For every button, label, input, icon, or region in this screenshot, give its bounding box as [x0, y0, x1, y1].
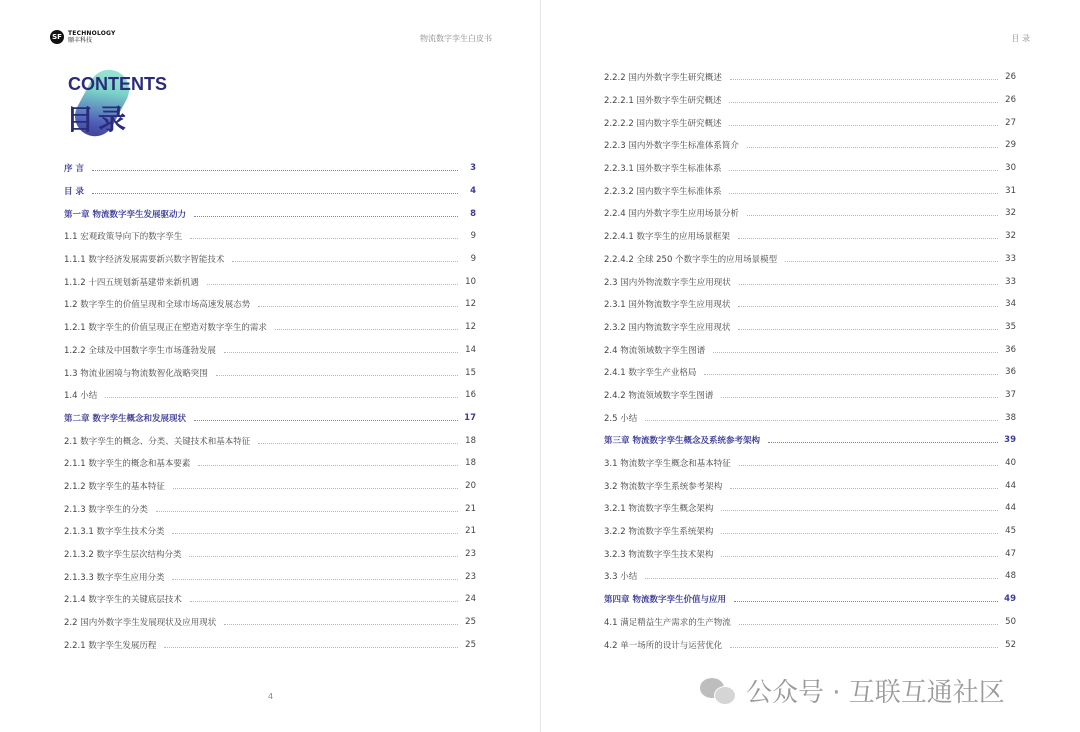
toc-leader-dots	[747, 214, 998, 216]
toc-entry[interactable]	[604, 293, 1016, 316]
toc-entry-page: 32	[1005, 208, 1016, 219]
toc-entry-page: 37	[1005, 389, 1016, 400]
toc-entry-page: 14	[465, 344, 476, 355]
toc-entry[interactable]	[64, 543, 476, 566]
toc-entry[interactable]	[64, 361, 476, 384]
toc-chapter-entry[interactable]	[64, 407, 476, 430]
toc-entry-label: 2.2.3.1 国外数字孪生标准体系	[604, 164, 722, 175]
toc-chapter-entry[interactable]	[64, 180, 476, 203]
toc-entry-page: 23	[465, 549, 476, 560]
toc-leader-dots	[730, 78, 998, 80]
toc-entry-page: 36	[1005, 367, 1016, 378]
toc-entry-page: 50	[1005, 616, 1016, 627]
toc-entry-page: 25	[465, 617, 476, 628]
toc-entry[interactable]	[604, 338, 1016, 361]
toc-leader-dots	[721, 555, 998, 557]
toc-entry[interactable]	[604, 542, 1016, 565]
toc-entry[interactable]	[604, 270, 1016, 293]
toc-entry-page: 32	[1005, 231, 1016, 242]
toc-entry[interactable]	[604, 157, 1016, 180]
toc-leader-dots	[729, 101, 998, 103]
toc-entry-page: 20	[465, 480, 476, 491]
toc-entry[interactable]	[604, 611, 1016, 634]
toc-entry-page: 52	[1005, 639, 1016, 650]
toc-leader-dots	[738, 237, 998, 239]
watermark-text: 公众号 · 互联互通社区	[746, 678, 1005, 708]
toc-entry-page: 8	[470, 208, 476, 219]
toc-entry-label: 3.2.3 物流数字孪生技术架构	[604, 549, 714, 560]
toc-leader-dots	[275, 328, 458, 330]
toc-entry[interactable]	[604, 66, 1016, 89]
toc-entry[interactable]	[64, 316, 476, 339]
toc-entry-page: 30	[1005, 163, 1016, 174]
toc-entry-page: 33	[1005, 276, 1016, 287]
header-section-label: 目 录	[1011, 34, 1030, 43]
toc-entry-label: 2.3.2 国内物流数字孪生应用现状	[604, 322, 731, 333]
toc-leader-dots	[156, 510, 458, 512]
toc-leader-dots	[173, 487, 458, 489]
toc-entry-page: 10	[465, 276, 476, 287]
toc-entry-label: 序 言	[64, 164, 84, 175]
toc-entry[interactable]	[64, 384, 476, 407]
toc-leader-dots	[738, 328, 998, 330]
mulu-word: 目录	[66, 103, 131, 136]
toc-entry-label: 3.1 物流数字孪生概念和基本特征	[604, 459, 731, 470]
toc-entry-label: 4.1 满足精益生产需求的生产物流	[604, 617, 731, 628]
toc-entry[interactable]	[64, 429, 476, 452]
toc-leader-dots	[739, 283, 998, 285]
toc-leader-dots	[645, 577, 998, 579]
toc-entry-label: 第三章 物流数字孪生概念及系统参考架构	[604, 436, 760, 447]
toc-leader-dots	[747, 146, 998, 148]
toc-leader-dots	[164, 646, 458, 648]
toc-entry-label: 2.4.1 数字孪生产业格局	[604, 368, 697, 379]
toc-entry-page: 35	[1005, 321, 1016, 332]
watermark	[700, 672, 1005, 709]
toc-leader-dots	[721, 509, 998, 511]
toc-leader-dots	[738, 305, 998, 307]
toc-leader-dots	[194, 215, 458, 217]
toc-entry-label: 3.2.1 物流数字孪生概念架构	[604, 504, 714, 515]
page-divider	[540, 0, 541, 732]
toc-entry-page: 44	[1005, 503, 1016, 514]
toc-entry-label: 2.2.3.2 国内数字孪生标准体系	[604, 186, 722, 197]
toc-chapter-entry[interactable]	[64, 157, 476, 180]
toc-entry-page: 16	[465, 390, 476, 401]
toc-entry-label: 2.2.1 数字孪生发展历程	[64, 640, 157, 651]
toc-entry[interactable]	[604, 406, 1016, 429]
toc-entry-label: 2.2.4.2 全球 250 个数字孪生的应用场景模型	[604, 254, 778, 265]
toc-entry-page: 39	[1004, 435, 1016, 446]
toc-leader-dots	[768, 441, 998, 443]
toc-leader-dots	[258, 442, 458, 444]
toc-leader-dots	[258, 305, 458, 307]
toc-entry[interactable]	[604, 384, 1016, 407]
toc-entry-page: 15	[465, 367, 476, 378]
toc-entry-label: 2.1.3.2 数字孪生层次结构分类	[64, 550, 182, 561]
toc-entry[interactable]	[604, 520, 1016, 543]
toc-entry[interactable]	[604, 111, 1016, 134]
toc-leader-dots	[785, 260, 998, 262]
toc-entry[interactable]	[604, 134, 1016, 157]
toc-entry-page: 29	[1005, 140, 1016, 151]
toc-leader-dots	[645, 419, 998, 421]
toc-leader-dots	[704, 373, 998, 375]
toc-entry[interactable]	[604, 452, 1016, 475]
left-page-number: 4	[268, 692, 274, 701]
toc-chapter-entry[interactable]	[604, 588, 1016, 611]
toc-entry-label: 1.1.2 十四五规划新基建带来新机遇	[64, 277, 199, 288]
header-title: 物流数字孪生白皮书	[420, 34, 492, 43]
toc-entry-label: 2.1.3.1 数字孪生技术分类	[64, 527, 165, 538]
toc-entry[interactable]	[604, 633, 1016, 656]
toc-entry[interactable]	[64, 270, 476, 293]
toc-entry-page: 12	[465, 299, 476, 310]
toc-entry-label: 2.1.3.3 数字孪生应用分类	[64, 572, 165, 583]
toc-entry[interactable]	[64, 633, 476, 656]
toc-entry[interactable]	[64, 520, 476, 543]
toc-entry-label: 1.4 小结	[64, 391, 98, 402]
toc-entry[interactable]	[64, 565, 476, 588]
toc-entry[interactable]	[64, 588, 476, 611]
toc-leader-dots	[194, 419, 458, 421]
toc-leader-dots	[729, 192, 998, 194]
toc-entry-label: 2.2.2.2 国内数字孪生研究概述	[604, 118, 722, 129]
toc-entry-label: 4.2 单一场所的设计与运营优化	[604, 640, 723, 651]
toc-entry-page: 23	[465, 571, 476, 582]
toc-entry-page: 47	[1005, 548, 1016, 559]
toc-entry-label: 2.1 数字孪生的概念、分类、关键技术和基本特征	[64, 436, 251, 447]
logo-text	[68, 30, 116, 44]
toc-leader-dots	[734, 600, 998, 602]
toc-entry-page: 18	[465, 458, 476, 469]
toc-entry-label: 目 录	[64, 187, 84, 198]
toc-entry[interactable]	[604, 202, 1016, 225]
toc-left-column	[64, 157, 476, 656]
wechat-icon	[700, 676, 736, 706]
toc-entry-label: 1.3 物流业困境与物流数智化战略突围	[64, 368, 208, 379]
toc-leader-dots	[729, 169, 998, 171]
toc-entry[interactable]	[604, 361, 1016, 384]
toc-entry-page: 9	[470, 254, 476, 265]
toc-entry-page: 26	[1005, 72, 1016, 83]
toc-entry-label: 3.2 物流数字孪生系统参考架构	[604, 481, 723, 492]
toc-entry[interactable]	[64, 611, 476, 634]
toc-entry[interactable]	[64, 339, 476, 362]
toc-entry-label: 2.2.3 国内外数字孪生标准体系简介	[604, 141, 739, 152]
toc-entry-label: 第四章 物流数字孪生价值与应用	[604, 595, 726, 606]
toc-entry-label: 2.1.3 数字孪生的分类	[64, 504, 148, 515]
toc-chapter-entry[interactable]	[64, 202, 476, 225]
toc-entry-page: 3	[470, 163, 476, 174]
toc-entry-label: 2.4.2 物流领域数字孪生图谱	[604, 390, 714, 401]
toc-entry-label: 2.3 国内外物流数字孪生应用现状	[604, 277, 731, 288]
toc-entry-page: 38	[1005, 412, 1016, 423]
toc-leader-dots	[224, 623, 458, 625]
toc-entry[interactable]	[64, 248, 476, 271]
toc-leader-dots	[198, 464, 458, 466]
logo-line1: TECHNOLOGY	[68, 30, 116, 37]
toc-entry-page: 26	[1005, 95, 1016, 106]
toc-entry-page: 21	[465, 526, 476, 537]
toc-entry-label: 2.2.2.1 国外数字孪生研究概述	[604, 96, 722, 107]
toc-entry-label: 第一章 物流数字孪生发展驱动力	[64, 209, 186, 220]
toc-entry-label: 2.1.1 数字孪生的概念和基本要素	[64, 459, 191, 470]
toc-entry-page: 18	[465, 435, 476, 446]
toc-entry[interactable]	[64, 475, 476, 498]
toc-leader-dots	[190, 600, 458, 602]
toc-entry-page: 33	[1005, 253, 1016, 264]
toc-entry-label: 2.2.4.1 数字孪生的应用场景框架	[604, 232, 730, 243]
toc-entry[interactable]	[604, 248, 1016, 271]
toc-entry-label: 2.2.2 国内外数字孪生研究概述	[604, 73, 722, 84]
toc-entry-page: 21	[465, 503, 476, 514]
toc-leader-dots	[232, 260, 458, 262]
toc-leader-dots	[730, 646, 998, 648]
toc-leader-dots	[739, 623, 998, 625]
toc-entry[interactable]	[604, 565, 1016, 588]
toc-entry-page: 36	[1005, 344, 1016, 355]
toc-entry-label: 3.2.2 物流数字孪生系统架构	[604, 527, 714, 538]
toc-entry-page: 24	[465, 594, 476, 605]
toc-entry-label: 2.5 小结	[604, 413, 638, 424]
toc-right-column	[604, 66, 1016, 656]
toc-leader-dots	[721, 396, 998, 398]
toc-entry[interactable]	[64, 452, 476, 475]
toc-leader-dots	[216, 374, 458, 376]
toc-entry-page: 4	[470, 186, 476, 197]
toc-entry-label: 1.2 数字孪生的价值呈现和全球市场高速发展态势	[64, 300, 251, 311]
toc-leader-dots	[105, 396, 458, 398]
toc-leader-dots	[739, 464, 998, 466]
toc-entry[interactable]	[604, 89, 1016, 112]
toc-entry-label: 2.1.2 数字孪生的基本特征	[64, 481, 165, 492]
toc-leader-dots	[713, 351, 998, 353]
toc-entry-label: 2.2.4 国内外数字孪生应用场景分析	[604, 209, 739, 220]
toc-entry-page: 45	[1005, 526, 1016, 537]
toc-entry-label: 1.1 宏观政策导向下的数字孪生	[64, 232, 183, 243]
toc-leader-dots	[172, 532, 458, 534]
toc-leader-dots	[172, 578, 458, 580]
toc-entry-page: 48	[1005, 571, 1016, 582]
toc-entry[interactable]	[604, 316, 1016, 339]
toc-entry[interactable]	[604, 497, 1016, 520]
toc-entry-label: 第二章 数字孪生概念和发展现状	[64, 413, 186, 424]
toc-leader-dots	[729, 124, 998, 126]
toc-entry-label: 2.4 物流领域数字孪生图谱	[604, 345, 706, 356]
contents-graphic	[60, 66, 180, 136]
toc-entry-page: 27	[1005, 117, 1016, 128]
logo-mark-icon: SF	[50, 30, 64, 44]
toc-entry-page: 34	[1005, 299, 1016, 310]
toc-entry-label: 3.3 小结	[604, 572, 638, 583]
toc-entry-label: 1.2.1 数字孪生的价值呈现正在塑造对数字孪生的需求	[64, 323, 267, 334]
toc-entry[interactable]	[64, 497, 476, 520]
toc-entry-page: 17	[464, 412, 476, 423]
toc-entry-label: 2.2 国内外数字孪生发展现状及应用现状	[64, 618, 217, 629]
toc-entry-page: 40	[1005, 458, 1016, 469]
toc-entry-label: 2.3.1 国外物流数字孪生应用现状	[604, 300, 731, 311]
toc-entry-page: 44	[1005, 480, 1016, 491]
toc-leader-dots	[224, 351, 458, 353]
toc-entry[interactable]	[604, 474, 1016, 497]
toc-entry[interactable]	[604, 179, 1016, 202]
toc-leader-dots	[730, 487, 998, 489]
toc-entry-label: 2.1.4 数字孪生的关键底层技术	[64, 595, 182, 606]
toc-leader-dots	[92, 169, 458, 171]
toc-entry[interactable]	[604, 225, 1016, 248]
toc-leader-dots	[207, 283, 458, 285]
contents-word: CONTENTS	[68, 74, 167, 94]
toc-entry[interactable]	[64, 293, 476, 316]
toc-entry-label: 1.2.2 全球及中国数字孪生市场蓬勃发展	[64, 345, 216, 356]
company-logo	[50, 30, 116, 44]
toc-entry-label: 1.1.1 数字经济发展需要新兴数字智能技术	[64, 255, 225, 266]
toc-leader-dots	[721, 532, 998, 534]
toc-leader-dots	[92, 192, 458, 194]
toc-entry[interactable]	[64, 225, 476, 248]
toc-entry-page: 31	[1005, 185, 1016, 196]
toc-entry-page: 49	[1004, 594, 1016, 605]
logo-line2: 顺丰科技	[68, 37, 93, 44]
toc-leader-dots	[190, 237, 458, 239]
toc-entry-page: 9	[470, 231, 476, 242]
toc-leader-dots	[189, 555, 458, 557]
toc-chapter-entry[interactable]	[604, 429, 1016, 452]
toc-entry-page: 25	[465, 639, 476, 650]
toc-entry-page: 12	[465, 322, 476, 333]
